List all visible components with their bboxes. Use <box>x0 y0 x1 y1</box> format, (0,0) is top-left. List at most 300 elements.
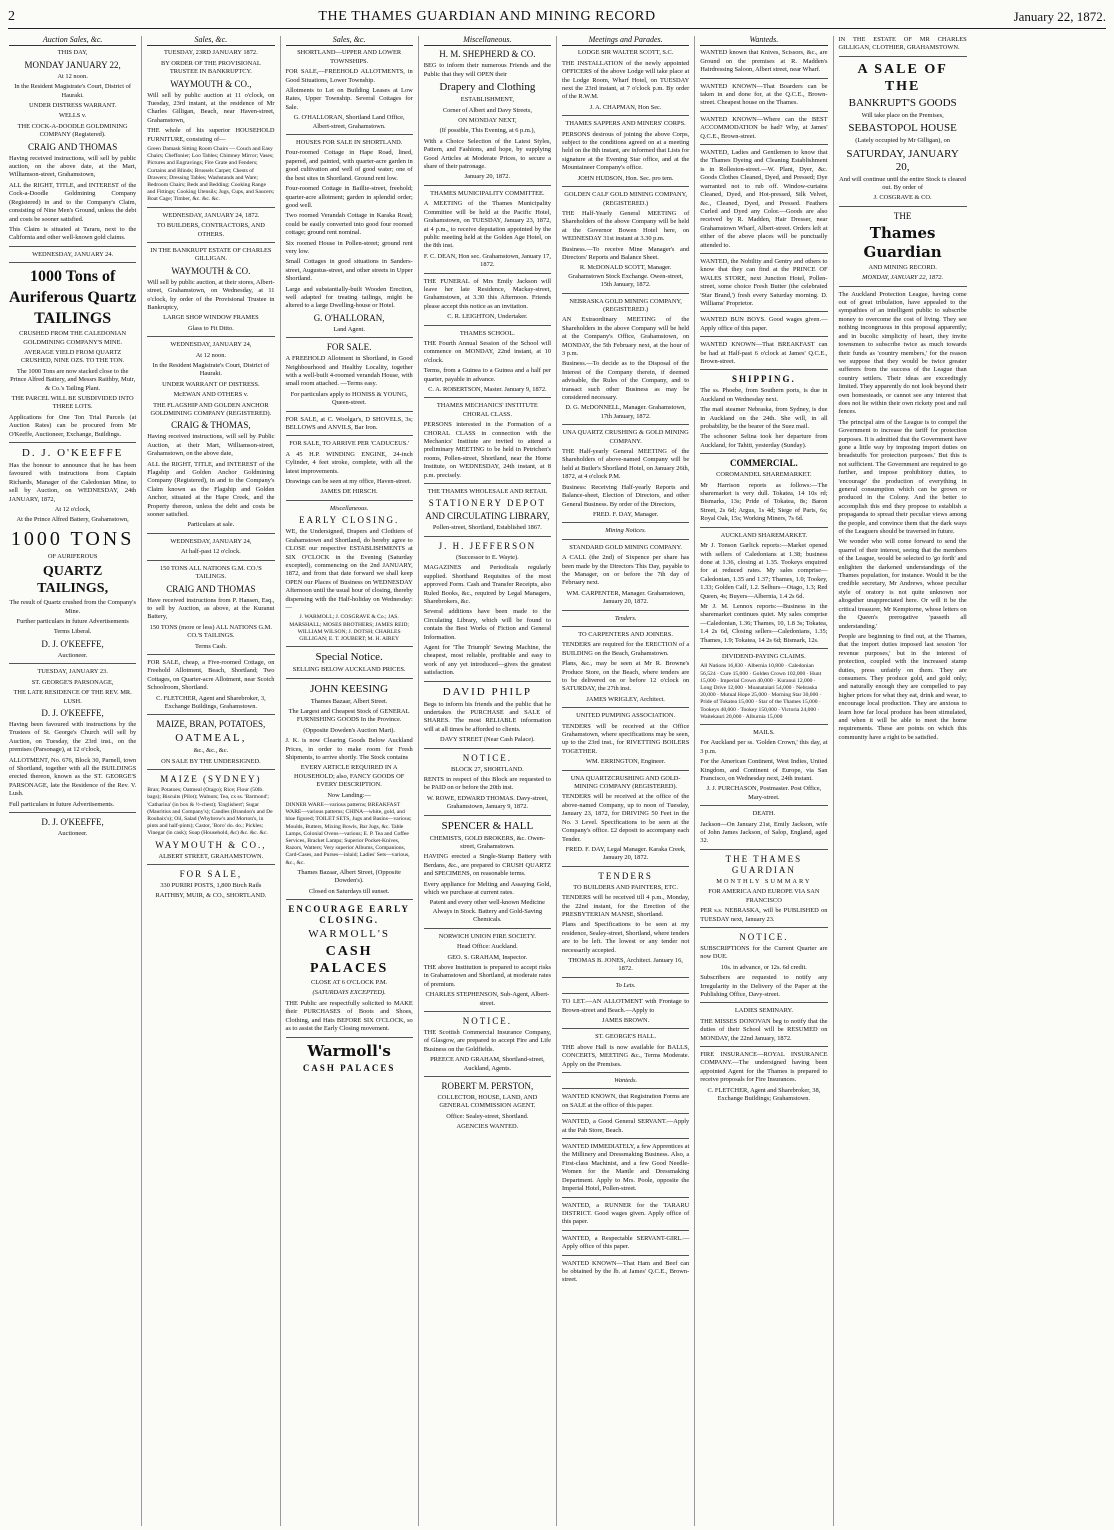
advertisement-text: Green Damask Sitting Room Chairs — Couch and Easy Chairs; Cheffonier; Loo Tables; Chimney Mirror; Vases; Pictures and Engravings; Fire Grate and Fenders; Curtains and Blinds; Brussels Carpet; Chests of Drawers; Dressing Tables; Washstands and Ware; Bedroom Chairs; Beds and Bedding; Cooking Range and Fittings; Cooking Utensils; Jugs, Cups, and Saucers; Boat Cage; Timber, &c. &c. &c. <box>147 146 274 208</box>
advertisement-text: In the Resident Magistrate's Court, District of Hauraki. <box>14 83 131 99</box>
advertisement-text: Pollen-street, Shortland, Established 1867. <box>424 524 551 536</box>
advertisement-text: WANTED KNOWN—Where can the BEST ACCOMMODATION be had? Why, at James' Q.C.E., Brown-street. <box>700 116 827 145</box>
advertisement-text: Having been favoured with instructions by the Trustees of St. George's Church will sell by Auction, on Tuesday, the 23rd inst., on the premises (Parsonage), at 12 o'clock, <box>9 720 137 754</box>
advertisement-text: SUBSCRIPTIONS for the Current Quarter are now DUE. <box>700 944 828 961</box>
advertisement-text: Wanteds. <box>562 1077 689 1089</box>
advertisement-text: WANTED, a Good General SERVANT.—Apply at the Pah Store, Beach. <box>562 1118 689 1139</box>
advertisement-text: DAVID PHILP <box>442 685 533 698</box>
advertisement-text: The principal aim of the League is to compel the Government to increase the tariff for protection purposes. It is admitted that the Government have gone a little way by imposing import duties on breadstuffs 'for protection purposes.' But this is not sufficient. The Government are required to go further, and impose prohibitory duties, to 'encourage' the production of everything in general consumption which can be grown or produced in the Colony. And the better to accomplish this end they propose to establish a propaganda to spread their peculiar views among the people, and convince them that the dark ways of the Leaguers should be traversed in future. <box>838 418 967 536</box>
advertisement-text: Terms Cash. <box>147 643 274 655</box>
advertisement-text: TENDERS will be received till 4 p.m., Monday, the 22nd instant, for the Erection of the PRESBYTERIAN MANSE, Shortland. <box>562 894 690 918</box>
advertisement-text: FOR SALE, <box>179 869 243 880</box>
advertisement-text: Have received instructions from P. Hansen, Esq., to sell by Auction, as above, at the Kuranui Battery, <box>147 596 275 621</box>
advertisement-text: AN Extraordinary MEETING of the Shareholders in the above Company will be held at the Company's Office, Grahamstown, on MONDAY, the 5th February next, at the hour of 3 p.m. <box>562 316 690 357</box>
advertisement-text: ST. GEORGE'S PARSONAGE, <box>31 678 114 686</box>
advertisement-text: The schooner Selina took her departure from Auckland, for Tahiti, yesterday (Sunday). <box>700 433 827 454</box>
advertisement-text: WM. ERRINGTON, Engineer. <box>562 758 689 770</box>
advertisement-text: WANTED, the Nobility and Gentry and others to know that they can find at the PRINCE OF WALES STORE, next Junction Hotel, Pollen-street, some choice Fresh Butter (the celebrated 'Star Brand,') fresh every Saturday morning. D. Williams' Proprietor. <box>700 258 827 312</box>
advertisement-text: Terms Liberal. <box>53 628 92 636</box>
advertisement-text: This Claim is situated at Tararu, next to the California and other well-known gold claims. <box>9 226 136 247</box>
advertisement-text: COROMANDEL SHAREMARKET. <box>716 471 812 479</box>
advertisement-text: BEG to inform their numerous Friends and the Public that they will OPEN their <box>423 62 551 78</box>
advertisement-text: TAILINGS <box>34 310 112 328</box>
advertisement-text: MAGAZINES and Periodicals regularly supplied. Shorthand Requisites of the most approved Form. Cash and Transfer Receipts, also Ruled Books, &c., required by Legal Managers, Sharebrokers, &c. <box>423 564 551 605</box>
advertisement-text: SHIPPING. <box>731 374 796 385</box>
advertisement-text: PERSONS desirous of joining the above Corps, subject to the conditions agreed on at a meeting held on the 8th instant, are informed that Lists for signature at the Evening Star office, and at the Mountaineer Company's office. <box>562 130 690 172</box>
advertisement-text: THE whole of his superior HOUSEHOLD FURNITURE, consisting of— <box>147 127 275 143</box>
advertisement-text: ALL the RIGHT, TITLE, and INTEREST of the Flagship and Golden Anchor Goldmining Company (Registered), in and to the Company's Claim known as the Flagship and Golden Anchor, situated at the Hape Creek, and the Property thereon, unless the debt and costs be sooner satisfied. <box>147 460 275 519</box>
advertisement-text: MONTHLY SUMMARY <box>716 877 812 885</box>
advertisement-text: Applications for One Ton Trial Parcels (at Auction Rates) can be procured from Mr O'Keeffe, Auctioneer, Exchange, Buildings. <box>9 414 136 443</box>
advertisement-text: People are beginning to find out, at the Thames, that the import duties imposed last session 'for revenue purposes,' but in the interest of protection, coupled with the increased stamp duties, press unfairly on them. They are consumers. They produce gold, and gold only; and naturally enough they are compelled to pay higher prices for what they eat, drink and wear, to encourage local production. They are anxious to learn how far local produce has been stimulated, and when it will be able to meet the home requirements. These are points on which this community have a right to be satisfied. <box>838 632 967 741</box>
advertisement-text: WANTED, a Respectable SERVANT-GIRL.—Apply office of this paper. <box>562 1235 689 1256</box>
advertisement-text: CLOSE AT 6 O'CLOCK P.M. <box>310 979 388 987</box>
advertisement-text: &c., &c., &c. <box>193 747 229 755</box>
advertisement-text: OATMEAL, <box>175 732 247 745</box>
advertisement-text: W. ROWE, EDWARD THOMAS. Davy-street, Grahamstown, January 9, 1872. <box>424 795 551 816</box>
advertisement-text: 150 TONS (more or less) ALL NATIONS G.M. CO.'S TAILINGS. <box>149 623 272 640</box>
advertisement-text: At 12 noon. <box>195 351 227 359</box>
advertisement-text: Tenders. <box>562 615 689 627</box>
advertisement-text: (SATURDAYS EXCEPTED). <box>312 989 386 997</box>
advertisement-text: MONDAY, JANUARY 22, 1872. <box>839 274 967 286</box>
advertisement-text: ON SALE BY THE UNDERSIGNED. <box>147 758 274 770</box>
advertisement-text: WAYMOUTH & CO., <box>170 78 252 89</box>
advertisement-text: Now Landing:— <box>327 791 371 799</box>
advertisement-text: WEDNESDAY, JANUARY 24, <box>170 341 252 349</box>
advertisement-text: OF AURIFEROUS <box>47 552 98 560</box>
advertisement-text: At the Prince Alfred Battery, Grahamstown, <box>16 516 129 524</box>
advertisement-text: THE Fourth Annual Session of the School will commence on MONDAY, 22nd instant, at 10 o'clock. <box>423 339 551 364</box>
advertisement-text: DIVIDEND-PAYING CLAIMS. <box>722 652 806 660</box>
advertisement-text: THOMAS B. JONES, Architect. January 16, 1872. <box>562 957 689 978</box>
advertisement-text: ALBERT STREET, GRAHAMSTOWN. <box>147 853 274 865</box>
column-5 <box>557 36 695 1526</box>
column-heading: Auction Sales, &c. <box>9 36 136 46</box>
advertisement-text: AND MINING RECORD. <box>868 263 937 271</box>
advertisement-text: JAMES WRIGLEY, Architect. <box>562 696 689 708</box>
advertisement-text: IN THE BANKRUPT ESTATE OF CHARLES GILLIGAN. <box>150 246 272 263</box>
advertisement-text: UNDER WARRANT OF DISTRESS. <box>162 380 260 388</box>
advertisement-text: WANTED IMMEDIATELY, a few Apprentices at the Millinery and Dressmaking Business. Also, a First-class Machinist, and a few Good Needle-Women for the Mantle and Dressmaking Department. Apply to Mrs. Poole, opposite the Imperial Hotel, Pollen-street. <box>562 1143 689 1197</box>
advertisement-text: Business.—To receive Mine Manager's and Directors' Reports and Balance Sheet. <box>562 245 690 261</box>
advertisement-text: Mining Notices. <box>562 527 689 539</box>
column-1 <box>4 36 142 1526</box>
advertisement-text: STANDARD GOLD MINING COMPANY. <box>569 543 682 551</box>
advertisement-text: Two roomed Verandah Cottage in Karaka Road; could be easily converted into good four roomed cottage; ground rent nominal. <box>285 212 413 237</box>
advertisement-text: THE above Hall is now available for BALLS, CONCERTS, MEETING &c., Terms Moderate. Apply on the Premises. <box>562 1044 689 1073</box>
advertisement-text: Auctioneer. <box>57 829 88 837</box>
advertisement-text: The Auckland Protection League, having come out of great tribulation, have appealed to the sympathies of an intelligent public to subscribe money to overcome the cost of living. They see nothing incongruous in this proposal apparently; and in bucolic simplicity of heart, they invite townsmen to subscribe twice as much towards their funds as 'country members,' for the reason we suppose that they would be twice greater sufferers from the success of the League than country settlers. Their ideas are exceedingly limited. They apparently do not look beyond their own homesteads, or cannot see any interest that does not lie within their own rickety post and rail fences. <box>838 290 967 416</box>
advertisement-text: WANTED BUN BOYS. Good wages given.—Apply office of this paper. <box>700 316 827 337</box>
column-4 <box>419 36 557 1526</box>
advertisement-text: SHORTLAND—UPPER AND LOWER TOWNSHIPS. <box>297 49 402 65</box>
advertisement-text: GEO. S. GRAHAM, Inspector. <box>447 953 528 961</box>
advertisement-text: THE FUNERAL of Mrs Emily Jackson will leave her late Residence, Mackay-street, Grahamstown, at 3.30 this Afternoon. Friends please accept this notice as an invitation. <box>423 277 551 310</box>
advertisement-text: Auriferous Quartz <box>9 289 137 307</box>
column-3 <box>281 36 419 1526</box>
advertisement-text: In the Resident Magistrate's Court, District of Hauraki. <box>152 361 270 378</box>
advertisement-text: CRUSHED FROM THE CALEDONIAN GOLDMINING COMPANY'S MINE. <box>19 330 127 346</box>
advertisement-text: Will take place on the Premises, <box>861 111 944 119</box>
advertisement-text: And will continue until the entire Stock is cleared out. By order of <box>839 175 967 192</box>
advertisement-text: The result of Quartz crushed from the Company's Mine. <box>9 599 136 615</box>
advertisement-text: Mr J. Tonson Garlick reports:—Market opened with sellers of Caledonians at 1.38; business done at 1.36, closing at 1.35. Tookeys enquired for at reduced rates. My sales comprise—Caledonian, 1.35 and 1.37; Thames, 1.0; Tookey, 1.33; Golden Calf, 1.2. Selhurs—Otago, 1.3; Red Queen, 4s; Buyers—Albernia, 1.4 2s 6d. <box>700 542 828 600</box>
advertisement-text: WAYMOUTH & CO., <box>155 839 267 850</box>
advertisement-text: JOHN HUDSON, Hon. Sec. pro tem. <box>562 175 689 187</box>
advertisement-text: THE Half-yearly General MEETING of the Shareholders of above-named Company will be held at Butler's Shortland Hotel, on January 26th, 1872, at 4 o'clock P.M. <box>562 448 690 481</box>
advertisement-text: D. J. O'KEEFFE, <box>41 638 104 649</box>
advertisement-text: Mr J. M. Lennox reports:—Business in the sharemarket continues quiet. My sales comprise—Caledonian, 1.36; Thames, 10, 1.8 3s; Tokatea, 1.4 2s 6d, Closing sellers—Caledonians, 1.35; Thames, 1.9; Tokatea, 14 2s 6d; Bismark, 12s. <box>700 603 827 649</box>
advertisement-text: UNA QUARTZ CRUSHING & GOLD MINING COMPANY. <box>562 429 689 445</box>
advertisement-text: C. A. ROBERTSON, Master. January 9, 1872. <box>424 386 551 398</box>
advertisement-text: WEDNESDAY, JANUARY 24, 1872. <box>162 211 260 219</box>
advertisement-text: FOR SALE, at C. Woolgar's, D SHOVELS, 3s; BELLOWS and ANVILS, Bar Iron. <box>286 416 413 437</box>
advertisement-text: CRAIG & THOMAS, <box>171 420 251 431</box>
advertisement-text: WANTED, Ladies and Gentlemen to know that the Thames Dyeing and Cleaning Establishment is in Rolleston-street.—W. Plant, Dyer, &c. Goods Clothes Cleaned, Dyed, and Pressed; Dye warranted not to rub off. Window-curtains Cleaned, Dyed, and Hot-pressed, Silk Velvet, &c., Cleaned, Dyed, and Pressed. Feathers Curled and Dyed any Color.—Goods are also received by R. Madden, Hair Dresser, near Grahamstown Wharf, Albert-street. Orders left at either of the above places will be punctually attended to. <box>700 149 827 254</box>
advertisement-text: J. H. JEFFERSON <box>438 540 537 551</box>
advertisement-text: THAMES MUNICIPALITY COMMITTEE. <box>430 189 545 197</box>
advertisement-text: With a Choice Selection of the Latest Styles, Pattern, and Fashions, and hope, by supplying Good Articles at Moderate Prices, to secure a share of their patronage. <box>423 137 551 171</box>
advertisement-text: TO BUILDERS, CONTRACTORS, AND OTHERS. <box>147 222 274 243</box>
advertisement-text: CHEMISTS, GOLD BROKERS, &c. Owen-street, Grahamstown. <box>429 834 545 851</box>
advertisement-text: Jackson—On January 21st, Emily Jackson, wife of John James Jackson, of Salop, England, aged 32. <box>700 821 827 850</box>
advertisement-text: FIRE INSURANCE—ROYAL INSURANCE COMPANY.—The undersigned having been appointed Agent for the Thames is prepared to receive proposals for Fire Insurances. <box>700 1050 828 1084</box>
advertisement-text: 10s. in advance, or 12s. 6d credit. <box>720 963 807 971</box>
advertisement-text: (Lately occupied by Mr Gilligan), on <box>855 137 951 145</box>
advertisement-text: WANTED KNOWN, that Registration Forms are on SALE at the office of this paper. <box>562 1093 689 1114</box>
column-heading: Meetings and Parades. <box>562 36 689 46</box>
column-6 <box>695 36 833 1526</box>
advertisement-text: Glass to Fit Ditto. <box>147 325 274 337</box>
advertisement-text: AND CIRCULATING LIBRARY, <box>425 511 550 522</box>
advertisement-text: Closed on Saturdays till sunset. <box>286 888 413 900</box>
advertisement-text: MAIZE (SYDNEY) <box>160 774 262 785</box>
advertisement-text: Has the honour to announce that he has been favoured with instructions from Captain Richards, Manager of the Caledonian Mine, to sell by Auction, on WEDNESDAY, 24th JANUARY, 1872, <box>9 462 137 503</box>
page-number: 2 <box>8 9 15 24</box>
advertisement-text: AUCKLAND SHAREMARKET. <box>720 531 808 539</box>
advertisement-text: TENDERS <box>598 870 653 881</box>
advertisement-text: DINNER WARE—various patterns; BREAKFAST WARE—various patterns; CHINA—white, gold, and blue figured; TOILET SETS, Jugs and Basins—various; Moulds, Butters, Mixing Bowls, Bar Jugs, &c. Table Lamps, Colonial Ovens—various; E. P. Tea and Coffee Services, Bracket Lamps; Superior Pocket-Knives, Razors, Watters; Very superior Albums, Companions, Card-Cases, and Purses—inlaid; Ladies' Sets—various, &c., &c. <box>285 802 412 866</box>
advertisement-text: WELLS v. <box>58 112 87 120</box>
advertisement-text: Thames Bazaar, Albert Street. <box>310 697 388 705</box>
advertisement-text: Plans and Specifications to be seen at my residence, Sealey-street, Shortland, where tenders are to be left. The lowest or any tender not necessarily accepted. <box>562 921 690 954</box>
advertisement-text: WEDNESDAY, JANUARY 24, <box>170 537 252 545</box>
advertisement-text: We wonder who will come forward to send the quarrel of their interest, seeing that the members of the League, would be selected to 'go forth' and enlighten the darkened understandings of the Thames population, for instance. Would it be the credible secretary, Mr Andrews, whose peculiar style of oratory is not quite unknown nor altogether unappreciated here. Or will it be the critical treasurer, Mr Kemptorne, whose letters on the Queen's prerogative 'passeth all understanding.' <box>838 538 967 630</box>
advertisement-text: TO BUILDERS AND PAINTERS, ETC. <box>573 883 678 891</box>
advertisement-text: For particulars apply to HONISS & YOUNG, Queen-street. <box>286 391 413 412</box>
advertisement-text: McEWAN AND OTHERS v. <box>173 391 249 399</box>
advertisement-text: WM. CARPENTER, Manager. Grahamstown, January 20, 1872. <box>562 590 689 611</box>
advertisement-text: FOR SALE, cheap, a Five-roomed Cottage, on Freehold Allotment, Beach, Shortland; Two Cottages, on Quarter-acre Allotment, near Scotch Schoolroom, Shortland. <box>147 658 275 692</box>
advertisement-text: J. COSGRAVE & CO. <box>839 194 967 206</box>
advertisement-text: GOLDEN CALF GOLD MINING COMPANY, (REGISTERED.) <box>564 191 687 207</box>
advertisement-text: All Nations 16,830 · Albernia 10,800 · Caledonian 56,524 · Cure 15,000 · Golden Crown 102,000 · Hunt 15,000 · Imperial Crown 40,000 · Kuranui 12,000 · Long Drive 12,000 · Moanataiari 54,000 · Nebraska 20,000 · Mutual Hope 25,000 · Morning Star 30,000 · Pride of Tokatea 15,000 · Star of the Thames 15,000 · Tookeys 40,000 · Tookey 150,000 · Victoria 24,000 · Waitekauri 20,000 · Alburnia 15,000 <box>700 663 827 725</box>
advertisement-text: THIS DAY, <box>57 49 88 57</box>
advertisement-text: D. G. McDONNELL, Manager. Grahamstown, 17th January, 1872. <box>562 404 689 425</box>
advertisement-text: Having received instructions, will sell by Public Auction, at their Mart, Williamson-street, Grahamstown, on the above date, <box>147 433 275 458</box>
advertisement-text: ST. GEORGE'S HALL. <box>595 1033 657 1041</box>
advertisement-text: Six roomed House in Pollen-street; ground rent very low. <box>285 239 413 255</box>
advertisement-text: For the American Continent, West Indies, United Kingdom, and Continent of Europe, via San Francisco, on Wednesday next, 24th instant. <box>700 758 828 783</box>
advertisement-text: THE COCK-A-DOODLE GOLDMINING COMPANY (Registered). <box>17 122 128 139</box>
advertisement-text: (Opposite Dowden's Auction Mart). <box>303 726 395 734</box>
advertisement-text: UNA QUARTZCRUSHING AND GOLD-MINING COMPANY (REGISTERED). <box>570 774 681 791</box>
advertisement-text: COMMERCIAL. <box>730 458 798 469</box>
advertisement-text: Small Cottages in good situations in Sanders-street, Augustus-street, and other streets in Upper Shortland. <box>285 258 413 283</box>
advertisement-text: Corner of Albert and Davy Streets, <box>442 106 532 114</box>
advertisement-text: Full particulars in future Advertisements. <box>9 801 136 813</box>
advertisement-text: HAVING erected a Single-Stamp Battery with Berdans, &c., are prepared to CRUSH QUARTZ and SPECIMENS, on reasonable terms. <box>423 853 551 878</box>
advertisement-text: The ss. Phoebe, from Southern ports, is due in Auckland on Wednesday next. <box>700 387 828 403</box>
advertisement-text: JAMES BROWN. <box>562 1017 689 1029</box>
advertisement-text: To Lets. <box>562 982 689 994</box>
advertisement-text: J. A. CHAPMAN, Hon Sec. <box>562 104 689 116</box>
advertisement-text: WEDNESDAY, JANUARY 24. <box>9 251 136 263</box>
advertisement-text: Auctioneer. <box>9 652 136 664</box>
advertisement-text: AGENCIES WANTED. <box>456 1123 519 1131</box>
advertisement-text: CRAIG AND THOMAS <box>166 583 256 594</box>
advertisement-text: THE Half-Yearly General MEETING of Shareholders of the above Company will be held at the Governor Bowen Hotel here, on WEDNESDAY 31st instant at 3.30 p.m. <box>562 209 690 243</box>
advertisement-text: ON MONDAY NEXT, <box>458 117 517 125</box>
advertisement-text: ESTABLISHMENT, <box>460 96 514 104</box>
advertisement-text: STATIONERY DEPOT <box>428 498 546 509</box>
advertisement-text: At 12 noon. <box>57 72 88 80</box>
advertisement-text: FRED. F. DAY, Manager. <box>562 511 689 523</box>
advertisement-text: FOR SALE, TO ARRIVE PER 'CADUCEUS.' <box>289 440 410 448</box>
advertisement-text: NOTICE. <box>739 931 789 942</box>
advertisement-text: BY ORDER OF THE PROVISIONAL TRUSTEE IN BANKRUPTCY. <box>160 59 261 76</box>
advertisement-text: (If possible, This Evening, at 6 p.m.), <box>439 127 536 135</box>
advertisement-text: UNITED PUMPING ASSOCIATION. <box>576 712 676 720</box>
advertisement-text: PERSONS interested in the Formation of a CHORAL CLASS in connection with the Mechanics' Institute are invited to attend a preliminary MEETING to be held in Petrichen's rooms, Pollen-street, Shortland, near the Home Institute, on WEDNESDAY, 24th instant, at 8 p.m. precisely. <box>424 421 551 484</box>
advertisement-text: Will sell by public auction, at their stores, Albert-street, Grahamstown, on Wednesday, at 11 o'clock, by order of the Provisional Trustee in Bankruptcy, <box>147 278 275 311</box>
advertisement-text: F. C. DEAN, Hon sec. Grahamstown, January 17, 1872. <box>424 253 551 274</box>
advertisement-text: A SALE OF THE <box>857 61 948 94</box>
advertisement-text: Terms, from a Guinea to a Guinea and a half per quarter, payable in advance. <box>423 367 551 383</box>
advertisement-text: G. O'HALLORAN, Shortland Land Office, Albert-street, Grahamstown. <box>286 114 413 135</box>
advertisement-text: Mr Harrison reports as follows:—The sharemarket is very dull. Tokatea, 14 10s rd; Bismarks, 13s; Pride of Tokatea, 8s; Baron Street, 2s 6d; Argus, 1s 4d; Siege of Paris, 6s; Royal Oak, 15s; Working Miners, 7s 6d. <box>700 482 827 528</box>
advertisement-text: FOR SALE. <box>326 342 372 353</box>
advertisement-text: NEBRASKA GOLD MINING COMPANY, (REGISTERED.) <box>569 297 682 313</box>
advertisement-text: RAITHBY, MUIR, & CO., SHORTLAND. <box>155 892 267 900</box>
advertisement-text: IN THE ESTATE OF MR CHARLES GILLIGAN, CLOTHIER, GRAHAMSTOWN. <box>839 36 967 57</box>
advertisement-text: (Successor to E. Wayte). <box>456 553 519 561</box>
column-heading: Miscellaneous. <box>424 36 551 46</box>
advertisement-text: ROBERT M. PERSTON, <box>441 1080 534 1091</box>
advertisement-text: DEATH. <box>752 810 776 818</box>
advertisement-text: TUESDAY, 23RD JANUARY 1872. <box>164 49 258 57</box>
advertisement-text: R. McDONALD SCOTT, Manager. Grahamstown Stock Exchange. Owen-street, 15th January, 1872. <box>562 264 689 293</box>
advertisement-text: Business.—To decide as to the Disposal of the Interest of the Company therein, if deemed advisable, the Rules of the Company, and to transact such other Business as may be considered necessary. <box>562 360 690 402</box>
advertisement-text: 150 TONS ALL NATIONS G.M. CO.'S TAILINGS. <box>159 564 262 581</box>
advertisement-text: PREECE AND GRAHAM, Shortland-street, Auckland, Agents. <box>424 1056 551 1077</box>
advertisement-text: J. WARMOLL; J. COSGRAVE & Co.; JAS. MARSHALL; MOSES BROTHERS; JAMES REID; WILLIAM WILSON; J. DOTSH; CHARLES GILLIGAN; E. T. JOUBERT; M. H. AIREY <box>286 614 413 647</box>
advertisement-text: TENDERS are required for the ERECTION of a BUILDING on the Beach, Grahamstown. <box>562 641 690 657</box>
advertisement-text: AVERAGE YIELD FROM QUARTZ CRUSHED, NINE OZS. TO THE TON. <box>20 348 125 365</box>
advertisement-text: Thames Guardian <box>863 223 942 261</box>
advertisement-text: WARMOLL'S <box>308 928 390 941</box>
advertisement-text: THE above Institution is prepared to accept risks in Grahamstown and Shortland, at moderate rates of premium. <box>423 963 551 988</box>
advertisement-text: Warmoll's <box>307 1041 391 1060</box>
advertisement-text: JAMES DE HIRSCH. <box>286 488 413 500</box>
advertisement-text: DAVY STREET (Near Cash Palace). <box>424 736 551 748</box>
advertisement-text: Plans, &c., may be seen at Mr R. Browne's Produce Store, on the Beach, where tenders are to be delivered on or before 12 o'clock on SATURDAY, the 27th inst. <box>562 660 690 693</box>
advertisement-text: THAMES SAPPERS AND MINERS' CORPS. <box>565 120 686 128</box>
advertisement-text: THE LATE RESIDENCE OF THE REV. MR. LUSH. <box>13 689 132 705</box>
advertisement-text: THE MISSES DONOVAN beg to notify that the duties of their School will be RESUMED on MONDAY, the 22nd January, 1872. <box>700 1018 827 1047</box>
advertisement-text: C. R. LEIGHTON, Undertaker. <box>424 313 551 325</box>
advertisement-text: For Auckland per ss. 'Golden Crown,' this day, at 3 p.m. <box>700 739 828 755</box>
advertisement-text: WANTED, a RUNNER for the TARARU DISTRICT. Good wages given. Apply office of this paper. <box>562 1202 689 1231</box>
advertisement-text: THE Public are respectfully solicited to MAKE their PURCHASES of Boots and Shoes, Clothing, and Hats BEFORE SIX O'CLOCK, so as to assist the Early Closing movement. <box>286 1000 413 1038</box>
advertisement-text: CASH PALACES <box>302 1062 396 1073</box>
advertisement-text: ALL the RIGHT, TITLE, and INTEREST of the Cock-a-Doodle Goldmining Company (Registered) in and to the Company's Claim, consisting of Nine Men's Ground, unless the debt and costs be sooner satisfied. <box>9 181 137 223</box>
advertisement-text: COLLECTOR, HOUSE, LAND, AND GENERAL COMMISSION AGENT. <box>437 1093 538 1110</box>
advertisement-text: Agent for 'The Triumph' Sewing Machine, the cheapest, most reliable, profitable and easy to work of any yet introduced—gives the greatest satisfaction. <box>424 644 551 682</box>
advertisement-text: Further particulars in future Advertisements <box>16 618 129 626</box>
advertisement-text: FOR AMERICA AND EUROPE VIA SAN FRANCISCO <box>708 888 820 904</box>
advertisement-text: BLOCK 27, SHORTLAND. <box>450 765 524 773</box>
advertisement-text: THAMES MECHANICS' INSTITUTE CHORAL CLASS. <box>436 402 538 418</box>
column-7 <box>834 36 972 1526</box>
advertisement-text: MAIZE, BRAN, POTATOES, <box>156 719 266 730</box>
advertisement-text: Miscellaneous. <box>329 504 369 512</box>
column-heading: Sales, &c. <box>286 36 413 46</box>
advertisement-text: TENDERS will be received at the office of the above-named Company, up to noon of Tuesday, January 23, 1872, for DRIVING 50 Feet in the No. 3 Level. Specifications to be seen at the Company's office. £2 deposit to accompany each Tender. <box>562 793 690 843</box>
advertisement-text: Large and substantially-built Wooden Erection, well adapted for treating tailings, might be altered to a large Dwelling-house or Hotel. <box>285 285 413 310</box>
advertisement-text: THE THAMES WHOLESALE AND RETAIL <box>427 488 548 496</box>
advertisement-text: D. J. O'KEEFFE <box>21 447 124 459</box>
advertisement-text: Head Office: Auckland. <box>457 943 518 951</box>
advertisement-text: LODGE SIR WALTER SCOTT, S.C. <box>577 49 674 57</box>
advertisement-text: D. J. O'KEEFFE, <box>41 707 104 718</box>
advertisement-text: G. O'HALLORAN, <box>313 312 385 323</box>
advertisement-text: The mail steamer Nebraska, from Sydney, is due in Auckland on the 24th. She will, in all probability, be the bearer of the Suez mail. <box>700 406 828 431</box>
column-2 <box>142 36 280 1526</box>
advertisement-text: A MEETING of the Thames Municipality Committee will be held at the Pacific Hotel, Grahamstown, on TUESDAY, January 23, 1872, at 4 p.m., to receive deputation appointed by the public meeting held at the Golden Age Hotel, on the 8th inst. <box>423 200 551 250</box>
advertisement-text: The Largest and Cheapest Stock of GENERAL FURNISHING GOODS In the Province. <box>288 707 410 724</box>
advertisement-text: Particulars at sale. <box>147 521 274 533</box>
advertisement-text: At 12 o'clock, <box>54 506 91 514</box>
advertisement-text: TUESDAY, JANUARY 23. <box>37 668 108 676</box>
advertisement-text: Every appliance for Melting and Assaying Gold, which we purchase at current rates. <box>423 880 551 897</box>
advertisement-text: NOTICE. <box>462 1015 512 1026</box>
advertisement-text: 330 PURIRI POSTS, 1,800 Birch Rails <box>160 882 262 890</box>
advertisement-text: JOHN KEESING <box>310 682 389 695</box>
issue-date: January 22, 1872. <box>1013 9 1106 24</box>
advertisement-text: FRED. F. DAY, Legal Manager. Karaka Creek, January 20, 1872. <box>562 846 689 867</box>
advertisement-text: H. M. SHEPHERD & CO. <box>439 49 536 60</box>
advertisement-text: WANTED known that Knives, Scissors, &c., are Ground on the premises at R. Madden's Hairdressing Saloon, Albert street, near Wharf. <box>700 49 827 78</box>
advertisement-text: Business: Receiving Half-yearly Reports and Balance-sheet, Election of Directors, and other General Business. By order of the Directors, <box>562 483 690 508</box>
advertisement-text: HOUSES FOR SALE IN SHORTLAND. <box>295 139 403 147</box>
advertisement-text: J. K. is now Clearing Goods Below Auckland Prices, in order to make room for Fresh Shipments, to arrive shortly. The Stock contains <box>285 737 413 761</box>
advertisement-text: 1000 Tons of <box>29 268 116 286</box>
advertisement-text: RENTS in respect of this Block are requested to be PAID on or before the 20th inst. <box>423 776 551 792</box>
advertisement-text: LARGE SHOP WINDOW FRAMES <box>163 314 259 322</box>
masthead <box>8 6 1106 29</box>
advertisement-text: QUARTZ TAILINGS, <box>37 564 109 597</box>
advertisement-text: THE PARCEL WILL BE SUBDIVIDED INTO THREE LOTS. <box>11 394 134 411</box>
advertisement-text: Allotments to Let on Building Leases at Low Rates, Upper Township. Several Cottages for Sale. <box>285 87 413 111</box>
advertisement-text: Having received instructions, will sell by public auction, on the above date, at the Mart, Williamson-street, Grahamstown, <box>9 154 137 179</box>
advertisement-text: SEBASTOPOL HOUSE <box>848 122 957 135</box>
advertisement-text: At half-past 12 o'clock. <box>147 548 274 560</box>
advertisement-text: TENDERS will be received at the Office Grahamstown, where specifications may be seen, up to the 23rd inst., for RIVETTING BOILERS TOGETHER. <box>562 722 690 755</box>
advertisement-text: TO LET.—AN ALLOTMENT with Frontage to Brown-street and Beach.—Apply to <box>562 998 690 1014</box>
advertisement-text: Land Agent. <box>286 326 413 338</box>
advertisement-text: ENCOURAGE EARLY CLOSING. <box>288 904 410 926</box>
advertisement-text: CHARLES STEPHENSON, Sub-Agent, Albert-street. <box>424 991 551 1012</box>
advertisement-text: WE, the Undersigned, Drapers and Clothiers of Grahamstown and Shortland, do hereby agree to CLOSE our respective ESTABLISHMENTS at SIX O'CLOCK in the Evening (Saturday excepted), commencing on the 2nd JANUARY, 1872, and from that date forward we shall keep OPEN our Places of Business on WEDNESDAY Afternoon until the usual hour of closing, thereby dispensing with the Half-holiday on Wednesday:— <box>285 528 413 611</box>
advertisement-text: J. J. PURCHASON, Postmaster. Post Office, Mary-street. <box>700 785 827 806</box>
advertisement-text: WANTED KNOWN—That Boarders can be taken in and done for, at the Q.C.E., Brown-street. Cheapest house on the Thames. <box>700 83 827 112</box>
advertisement-text: NOTICE. <box>462 752 512 763</box>
advertisement-text: WANTED KNOWN—That BREAKFAST can be had at Half-past 6 o'clock at James' Q.C.E., Brown-street. <box>700 341 827 370</box>
advertisement-text: D. J. O'KEEFFE, <box>41 816 104 827</box>
advertisement-text: WAYMOUTH & CO. <box>171 265 251 276</box>
advertisement-text: Office: Sealey-street, Shortland. <box>446 1112 529 1120</box>
advertisement-text: Drapery and Clothing <box>439 81 536 94</box>
advertisement-text: Bran; Potatoes; Oatmeal (Otago); Rice; Flour (50lb. bags); Biscuits (Pilot); Walnuts; Tea, cx ss. 'Barmond'; 'Catharina' (in box & ½-chest); 'Englishert'; Sugar (Mauritius and Company's); Candles (Brandon's and De Roubaix's); Oil, Salad (Whybrow's and Morton's, in pints and half-pints); Castor, 'Boro' do. do.; Pickles; Vinegar (in cask); Soap (Household, &c) &c. &c. &c. <box>147 787 273 837</box>
advertisement-text: THE Scottish Commercial Insurance Company, of Glasgow, are prepared to accept Fire and Life Business on the Goldfields. <box>423 1028 551 1053</box>
advertisement-text: Patent and every other well-known Medicine Always in Stock. Battery and Gold-Saving Chemicals. <box>424 899 551 928</box>
advertisement-text: CRAIG AND THOMAS <box>27 141 118 152</box>
advertisement-text: A FREEHOLD Allotment in Shortland, in Good Neighbourhood and Healthy Locality, together with a well-built 4-roomed verandah House, with small room attached. —Terms easy. <box>285 355 413 388</box>
column-heading: Sales, &c. <box>147 36 274 46</box>
advertisement-text: Several additions have been made to the Circulating Library, which will be found to contain the Best Works of Fiction and General Information. <box>423 608 551 641</box>
advertisement-text: EVERY ARTICLE REQUIRED IN A HOUSEHOLD; also, FANCY GOODS OF EVERY DESCRIPTION. <box>294 764 405 789</box>
advertisement-text: THE FLAGSHIP AND GOLDEN ANCHOR GOLDMINING COMPANY (REGISTERED). <box>150 401 272 417</box>
advertisement-text: PER s.s. NEBRASKA, will be PUBLISHED on TUESDAY next, January 23. <box>700 907 827 928</box>
advertisement-text: SATURDAY, JANUARY 20, <box>846 147 959 173</box>
advertisement-text: A 45 H.P. WINDING ENGINE, 24-inch Cylinder, 4 feet stroke, complete, with all the latest improvements. <box>285 450 413 475</box>
advertisement-text: January 20, 1872. <box>424 173 551 185</box>
advertisement-text: FOR SALE,—FREEHOLD ALLOTMENTS, in Good Situations, Lower Township. <box>285 68 413 84</box>
advertisement-text: Thames Bazaar, Albert Street, (Opposite Dowden's). <box>297 868 401 885</box>
advertisement-text: Will sell by public auction at 11 o'clock, on Tuesday, 23rd instant, at the residence of Mr Charles Gilligan, Beach, near Haven-street, Grahamstown, <box>147 91 275 124</box>
advertisement-text: Special Notice. <box>315 651 383 664</box>
advertisement-text: Begs to inform his friends and the public that he undertakes the PURCHASE and SALE of SHARES. The most RELIABLE information will at all times be afforded to clients. <box>423 700 551 733</box>
advertisement-text: C. FLETCHER, Agent and Sharebroker, 3, Exchange Buildings, Grahamstown. <box>147 695 274 716</box>
advertisement-text: Four-roomed Cottage in Baillie-street, freehold; quarter-acre allotment; garden in splendid order; good well. <box>285 185 413 209</box>
advertisement-text: WANTED KNOWN—That Ham and Beef can be obtained by the lb. at James' Q.C.E., Brown-street. <box>562 1259 690 1284</box>
advertisement-text: LADIES SEMINARY. <box>734 1007 793 1015</box>
advertisement-text: The 1000 Tons are now stacked close to the Prince Alfred Battery, and Messrs Raithby, Muir, & Co.'s Tailing Plant. <box>10 367 136 392</box>
advertisement-text: THE <box>893 210 912 221</box>
advertisement-text: NORWICH UNION FIRE SOCIETY. <box>438 932 536 940</box>
advertisement-text: Subscribers are requested to notify any Irregularity in the Delivery of the Paper at the Publishing Office, Davy-street. <box>700 974 827 1003</box>
advertisement-text: 1000 TONS <box>10 527 135 550</box>
advertisement-text: UNDER DISTRESS WARRANT. <box>28 102 117 110</box>
advertisement-text: Drawings can be seen at my office, Haven-street. <box>285 478 412 486</box>
advertisement-text: THE THAMES GUARDIAN <box>725 853 803 875</box>
column-heading: Wanteds. <box>700 36 827 46</box>
newspaper-title: THE THAMES GUARDIAN AND MINING RECORD <box>318 9 656 24</box>
advertisement-text: A CALL (the 2nd) of Sixpence per share has been made by the Directors This Day, payable to the Manager, on or before the 7th day of February next. <box>562 554 690 587</box>
advertisement-text: SPENCER & HALL <box>441 819 534 832</box>
column-container <box>4 36 1110 1526</box>
advertisement-text: TO CARPENTERS AND JOINERS. <box>578 630 673 638</box>
advertisement-text: ALLOTMENT, No. 676, Block 30, Parnell, town of Shortland, together with all the BUILDINGS erected thereon, known as the ST. GEORGE'S PARSONAGE, late the Residence of the Rev. V. Lush. <box>9 756 137 798</box>
advertisement-text: BANKRUPT'S GOODS <box>848 96 957 109</box>
advertisement-text: MAILS. <box>753 729 775 736</box>
advertisement-text: THAMES SCHOOL. <box>459 329 515 337</box>
advertisement-text: C. FLETCHER, Agent and Sharebroker, 38, Exchange Buildings; Grahamstown. <box>707 1086 821 1102</box>
advertisement-text: THE INSTALLATION of the newly appointed OFFICERS of the above Lodge will take place at the Lodge Room, Wharf Hotel, on TUESDAY next the 23rd instant, at 7 o'clock p.m. By order of the R.W.M. <box>562 59 690 101</box>
advertisement-text: CASH PALACES <box>309 944 389 977</box>
